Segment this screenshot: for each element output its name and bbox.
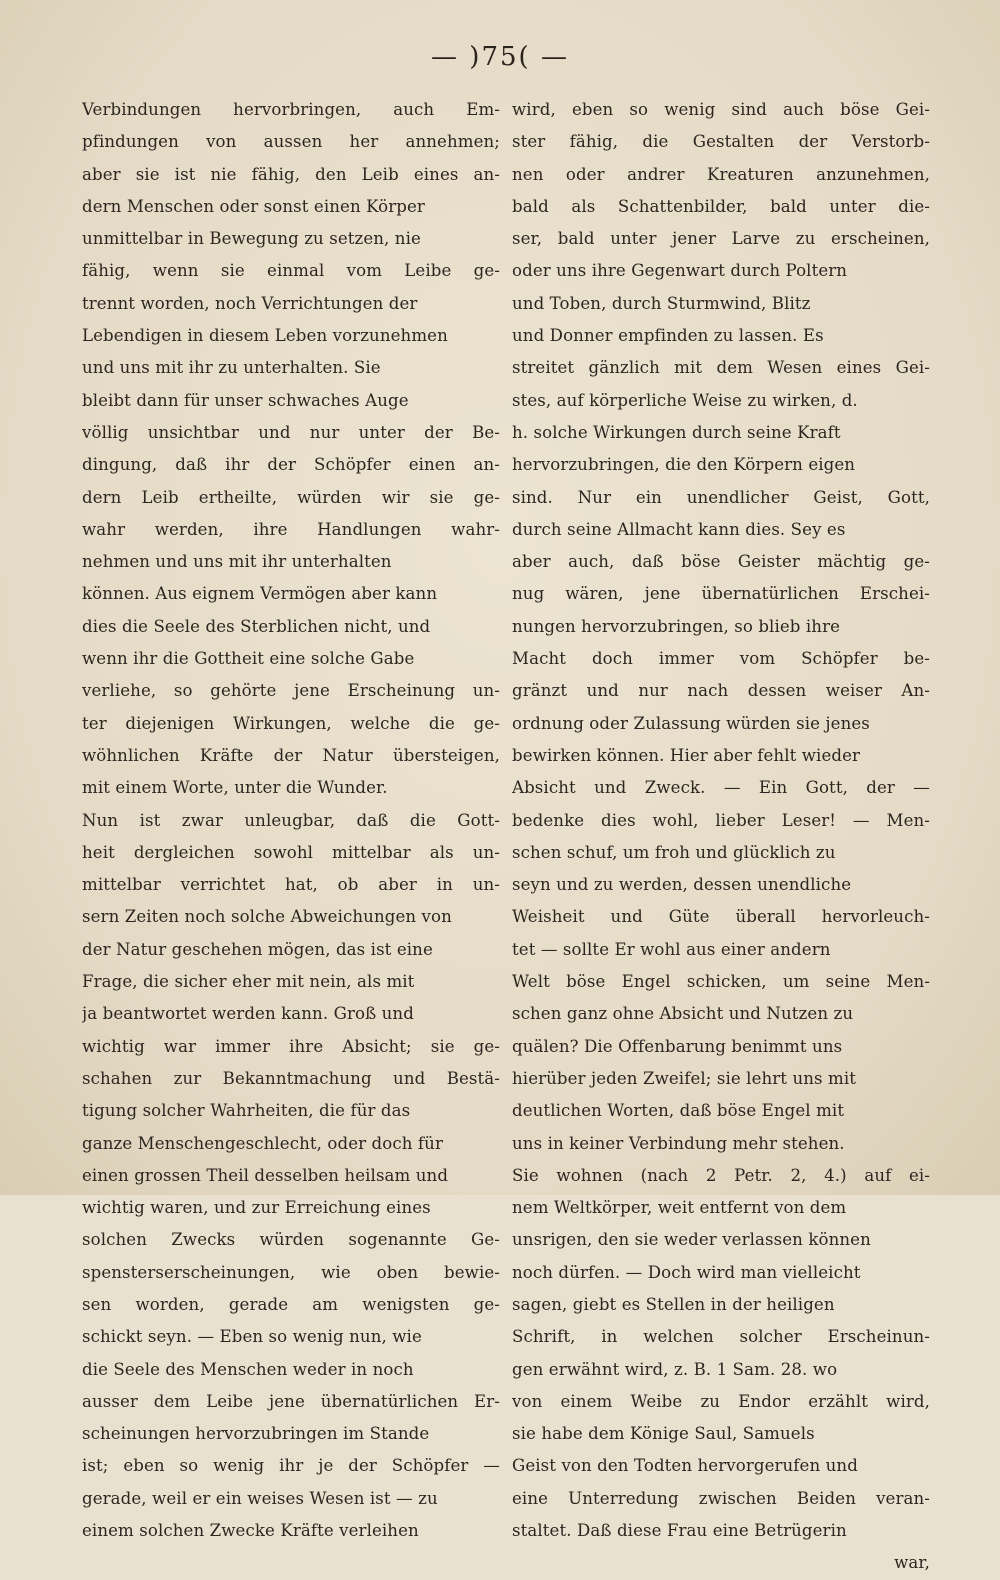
text-line: sen worden, gerade am wenigsten ge-: [82, 1294, 500, 1314]
text-line: dern Menschen oder sonst einen Körper: [82, 196, 425, 216]
text-line: bald als Schattenbilder, bald unter die-: [512, 196, 930, 216]
text-line: dies die Seele des Sterblichen nicht, und: [82, 616, 431, 636]
text-line: scheinungen hervorzubringen im Stande: [82, 1424, 430, 1444]
text-line: seyn und zu werden, dessen unendliche: [512, 875, 852, 895]
catchword: war,: [894, 1553, 930, 1573]
text-line: Schrift, in welchen solcher Erscheinun-: [512, 1327, 930, 1347]
text-line: wird, eben so wenig sind auch böse Gei-: [512, 100, 930, 119]
left-text-column: [82, 94, 500, 1547]
text-line: können. Aus eignem Vermögen aber kann: [82, 584, 438, 604]
text-line: tigung solcher Wahrheiten, die für das: [82, 1101, 411, 1121]
text-line: uns in keiner Verbindung mehr stehen.: [512, 1133, 845, 1153]
text-line: stes, auf körperliche Weise zu wirken, d.: [512, 390, 858, 410]
text-line: ter diejenigen Wirkungen, welche die ge-: [82, 713, 500, 733]
text-line: gränzt und nur nach dessen weiser An-: [512, 681, 930, 701]
text-line: schahen zur Bekanntmachung und Bestä-: [82, 1068, 500, 1088]
text-line: sind. Nur ein unendlicher Geist, Gott,: [512, 487, 930, 507]
text-line: nehmen und uns mit ihr unterhalten: [82, 552, 392, 572]
text-line: ser, bald unter jener Larve zu erscheinen,: [512, 229, 930, 249]
text-line: schen schuf, um froh und glücklich zu: [512, 842, 836, 862]
right-text-column: [512, 94, 930, 1580]
text-line: die Seele des Menschen weder in noch: [82, 1359, 414, 1379]
text-line: ausser dem Leibe jene übernatürlichen Er-: [82, 1391, 500, 1411]
text-line: heit dergleichen sowohl mittelbar als un-: [82, 842, 500, 862]
text-line: streitet gänzlich mit dem Wesen eines Gei-: [512, 358, 930, 378]
text-line: wichtig war immer ihre Absicht; sie ge-: [82, 1036, 500, 1056]
text-line: pfindungen von aussen her annehmen;: [82, 132, 500, 152]
text-line: völlig unsichtbar und nur unter der Be-: [82, 422, 500, 442]
text-line: h. solche Wirkungen durch seine Kraft: [512, 422, 841, 442]
text-line: solchen Zwecks würden sogenannte Ge-: [82, 1230, 500, 1250]
text-line: noch dürfen. — Doch wird man vielleicht: [512, 1262, 861, 1282]
text-line: unsrigen, den sie weder verlassen können: [512, 1230, 871, 1250]
text-line: trennt worden, noch Verrichtungen der: [82, 293, 418, 313]
text-line: hierüber jeden Zweifel; sie lehrt uns mit: [512, 1068, 857, 1088]
text-line: mit einem Worte, unter die Wunder.: [82, 778, 388, 798]
text-line: Verbindungen hervorbringen, auch Em-: [82, 100, 500, 119]
text-line: Geist von den Todten hervorgerufen und: [512, 1456, 858, 1476]
text-line: sie habe dem Könige Saul, Samuels: [512, 1424, 815, 1444]
text-line: und Donner empfinden zu lassen. Es: [512, 326, 824, 346]
text-line: quälen? Die Offenbarung benimmt uns: [512, 1036, 843, 1056]
text-line: ist; eben so wenig ihr je der Schöpfer —: [82, 1456, 500, 1476]
text-line: wahr werden, ihre Handlungen wahr-: [82, 519, 500, 539]
text-line: Weisheit und Güte überall hervorleuch-: [512, 907, 930, 927]
text-line: aber sie ist nie fähig, den Leib eines an-: [82, 164, 500, 184]
text-line: Absicht und Zweck. — Ein Gott, der —: [512, 778, 930, 798]
text-line: ja beantwortet werden kann. Groß und: [82, 1004, 414, 1024]
text-line: Sie wohnen (nach 2 Petr. 2, 4.) auf ei-: [512, 1165, 930, 1185]
text-line: deutlichen Worten, daß böse Engel mit: [512, 1101, 845, 1121]
text-line: schen ganz ohne Absicht und Nutzen zu: [512, 1004, 854, 1024]
text-line: gerade, weil er ein weises Wesen ist — zu: [82, 1488, 438, 1508]
text-line: nen oder andrer Kreaturen anzunehmen,: [512, 164, 930, 184]
text-line: ordnung oder Zulassung würden sie jenes: [512, 713, 870, 733]
text-line: dern Leib ertheilte, würden wir sie ge-: [82, 487, 500, 507]
text-line: staltet. Daß diese Frau eine Betrügerin: [512, 1521, 847, 1541]
text-line: und Toben, durch Sturmwind, Blitz: [512, 293, 811, 313]
text-line: einen grossen Theil desselben heilsam und: [82, 1165, 449, 1185]
page-number-header: — )75( —: [431, 42, 569, 72]
text-line: bleibt dann für unser schwaches Auge: [82, 390, 409, 410]
text-line: aber auch, daß böse Geister mächtig ge-: [512, 552, 930, 572]
text-line: wenn ihr die Gottheit eine solche Gabe: [82, 649, 415, 669]
text-line: eine Unterredung zwischen Beiden veran-: [512, 1488, 930, 1508]
text-line: unmittelbar in Bewegung zu setzen, nie: [82, 229, 421, 249]
text-line: der Natur geschehen mögen, das ist eine: [82, 939, 433, 959]
text-line: fähig, wenn sie einmal vom Leibe ge-: [82, 261, 500, 281]
text-line: durch seine Allmacht kann dies. Sey es: [512, 519, 846, 539]
text-line: sern Zeiten noch solche Abweichungen von: [82, 907, 452, 927]
text-line: nem Weltkörper, weit entfernt von dem: [512, 1198, 847, 1218]
text-line: Macht doch immer vom Schöpfer be-: [512, 649, 930, 669]
text-line: oder uns ihre Gegenwart durch Poltern: [512, 261, 848, 281]
text-line: von einem Weibe zu Endor erzählt wird,: [512, 1391, 930, 1411]
text-line: Welt böse Engel schicken, um seine Men-: [512, 972, 930, 992]
text-line: hervorzubringen, die den Körpern eigen: [512, 455, 856, 475]
text-line: bewirken können. Hier aber fehlt wieder: [512, 745, 861, 765]
text-line: schickt seyn. — Eben so wenig nun, wie: [82, 1327, 422, 1347]
text-line: wichtig waren, und zur Erreichung eines: [82, 1198, 431, 1218]
text-line: Nun ist zwar unleugbar, daß die Gott-: [82, 810, 500, 830]
text-line: verliehe, so gehörte jene Erscheinung un-: [82, 681, 500, 701]
text-line: bedenke dies wohl, lieber Leser! — Men-: [512, 810, 930, 830]
text-line: nungen hervorzubringen, so blieb ihre: [512, 616, 841, 636]
text-line: mittelbar verrichtet hat, ob aber in un-: [82, 875, 500, 895]
text-line: spensterserscheinungen, wie oben bewie-: [82, 1262, 500, 1282]
text-line: wöhnlichen Kräfte der Natur übersteigen,: [82, 745, 500, 765]
text-line: ganze Menschengeschlecht, oder doch für: [82, 1133, 443, 1153]
text-line: und uns mit ihr zu unterhalten. Sie: [82, 358, 381, 378]
text-line: ster fähig, die Gestalten der Verstorb-: [512, 132, 930, 152]
text-line: gen erwähnt wird, z. B. 1 Sam. 28. wo: [512, 1359, 838, 1379]
text-line: einem solchen Zwecke Kräfte verleihen: [82, 1521, 419, 1541]
text-line: Lebendigen in diesem Leben vorzunehmen: [82, 326, 448, 346]
text-line: tet — sollte Er wohl aus einer andern: [512, 939, 831, 959]
text-line: nug wären, jene übernatürlichen Erschei-: [512, 584, 930, 604]
text-line: sagen, giebt es Stellen in der heiligen: [512, 1294, 835, 1314]
text-line: Frage, die sicher eher mit nein, als mit: [82, 972, 415, 992]
text-line: dingung, daß ihr der Schöpfer einen an-: [82, 455, 500, 475]
